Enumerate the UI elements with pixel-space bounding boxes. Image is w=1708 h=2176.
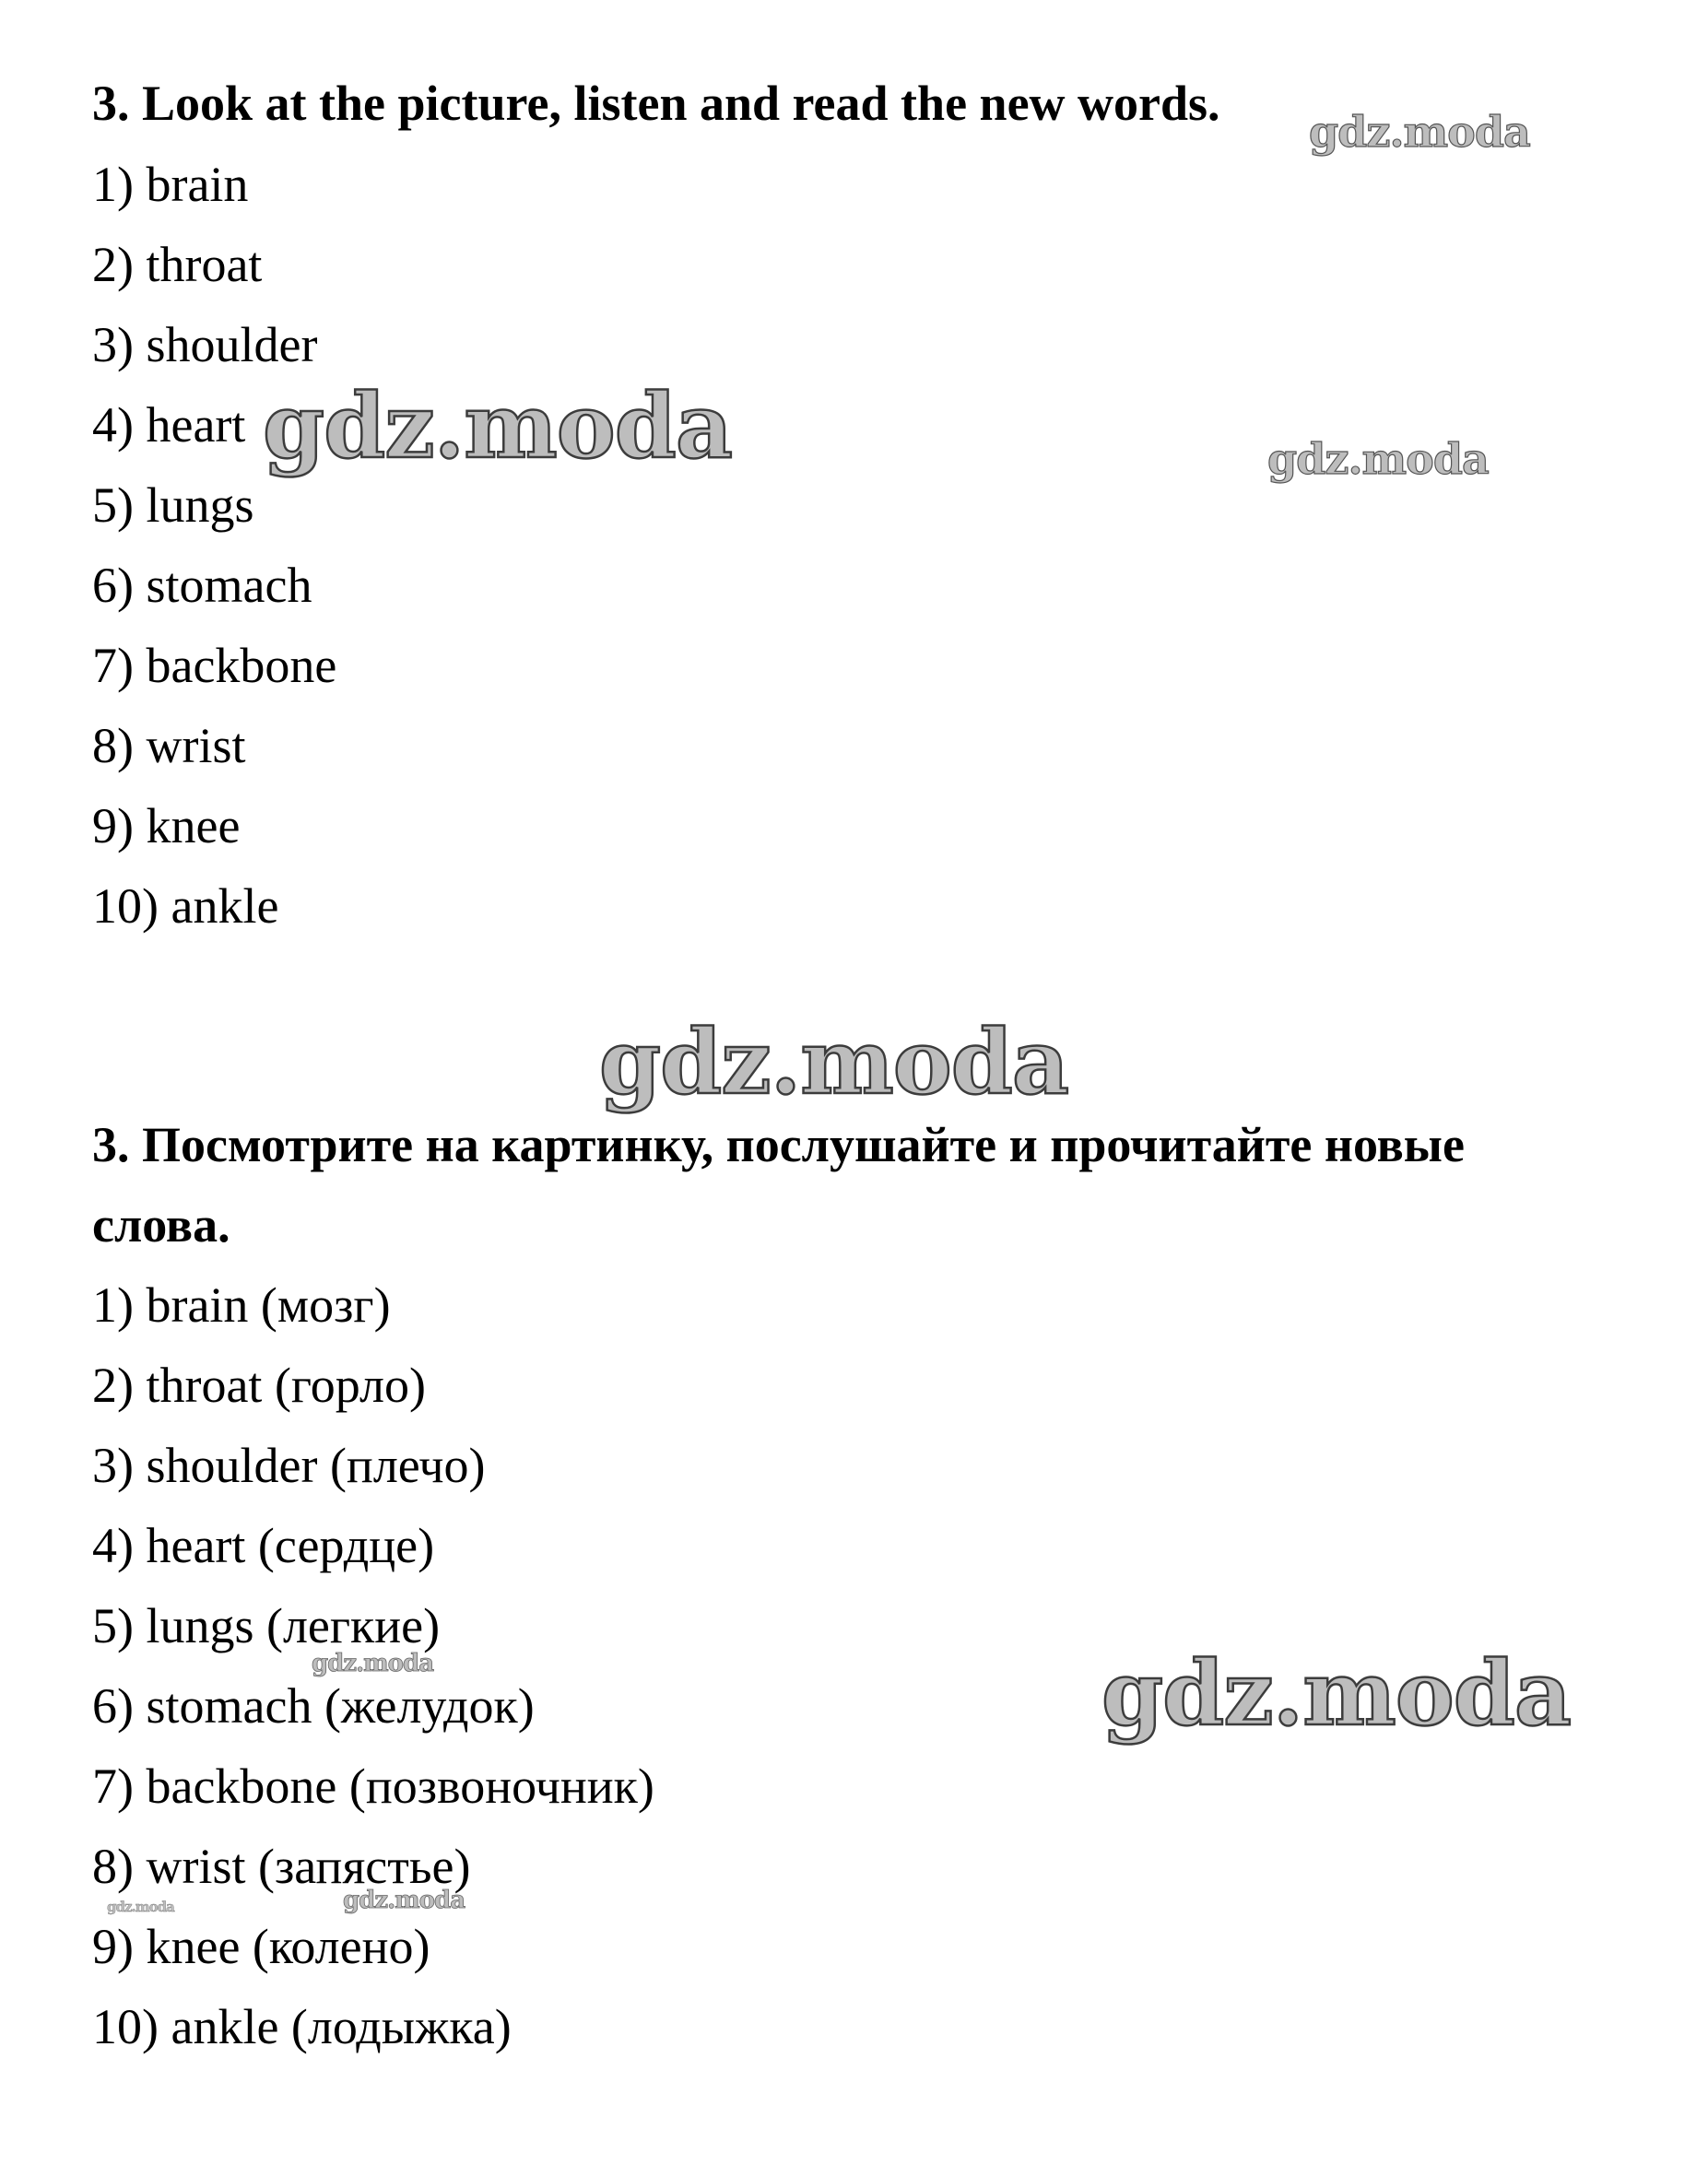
english-item: 2) throat [92, 237, 263, 292]
watermark: gdz.moda [107, 1899, 174, 1915]
english-item: 8) wrist [92, 718, 246, 773]
english-item: 6) stomach [92, 558, 312, 613]
russian-heading-line-2: слова. [92, 1197, 230, 1253]
russian-item: 9) knee (колено) [92, 1919, 430, 1974]
english-item: 9) knee [92, 798, 241, 853]
russian-item: 6) stomach (желудок) [92, 1678, 535, 1734]
russian-item: 7) backbone (позвоночник) [92, 1758, 654, 1814]
watermark: gdz.moda [343, 1887, 465, 1914]
russian-item: 5) lungs (легкие) [92, 1598, 441, 1653]
english-item: 1) brain [92, 157, 249, 212]
english-item: 10) ankle [92, 878, 279, 934]
watermark: gdz.moda [312, 1650, 434, 1677]
russian-heading-line-1: 3. Посмотрите на картинку, послушайте и прочитайте новые [92, 1117, 1465, 1172]
russian-item: 3) shoulder (плечо) [92, 1438, 486, 1493]
russian-item: 2) throat (горло) [92, 1358, 426, 1413]
english-item: 7) backbone [92, 638, 337, 693]
watermark: gdz.moda [263, 374, 733, 478]
watermark: gdz.moda [1101, 1641, 1572, 1746]
english-heading: 3. Look at the picture, listen and read the new words. [92, 76, 1220, 131]
english-item: 3) shoulder [92, 317, 318, 372]
watermark: gdz.moda [1309, 107, 1530, 157]
watermark: gdz.moda [599, 1010, 1069, 1114]
english-item: 4) heart [92, 397, 246, 453]
russian-item: 1) brain (мозг) [92, 1277, 391, 1333]
russian-item: 4) heart (сердце) [92, 1518, 435, 1573]
watermark: gdz.moda [1267, 434, 1489, 484]
english-item: 5) lungs [92, 477, 254, 533]
russian-item: 10) ankle (лодыжка) [92, 1999, 512, 2054]
russian-item: 8) wrist (запястье) [92, 1839, 471, 1894]
